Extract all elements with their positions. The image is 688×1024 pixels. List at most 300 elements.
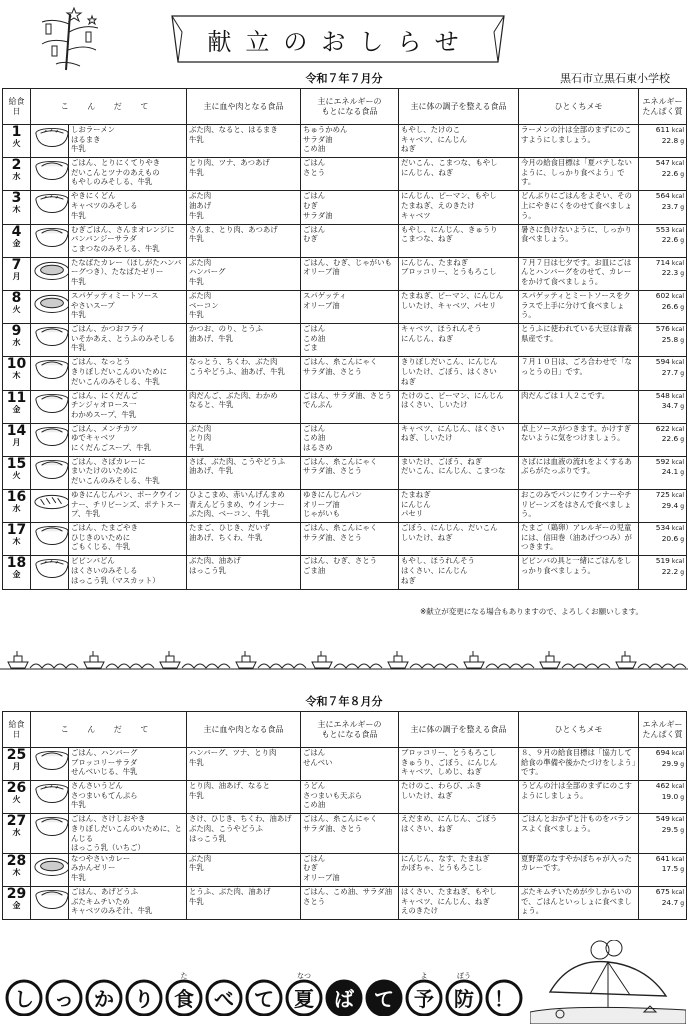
green-food-cell [399,781,519,814]
menu-item: 牛乳 [71,800,86,810]
yellow-food-cell [301,886,399,919]
green-food-cell [399,290,519,323]
menu-item: まいたけのいために [71,466,138,476]
protein-value: 27.7 g [661,367,685,377]
red-food-item: 牛乳 [189,310,204,320]
day-number: 15 [6,456,27,472]
green-food-item: たけのこ、ピーマン、にんじん [401,390,504,400]
energy-unit: kcal [671,888,685,896]
nutrition-cell [639,556,687,589]
menu-item: チンジャオロース一 [71,400,137,410]
yellow-food-cell [301,357,399,390]
menu-cell [69,781,187,814]
weekday: 木 [12,537,21,547]
menu-row [3,290,687,323]
yellow-food-item: サラダ油、さとう [303,823,363,833]
energy-unit: kcal [671,392,685,400]
menu-row [3,523,687,556]
yellow-food-cell [301,814,399,853]
protein-unit: g [680,369,685,377]
red-food-item: さけ、ひじき、ちくわ、油あげ [189,814,292,824]
red-food-cell [187,886,301,919]
menu-item: ぶたキムチいため [71,896,130,906]
energy-value: 694 kcal [655,748,685,757]
protein-unit: g [680,403,685,411]
weekday: 水 [12,172,21,182]
energy-unit: kcal [671,816,685,824]
yellow-food-item: さとう [303,167,326,177]
menu-row [3,490,687,523]
red-food-item: ぶた肉、ベーコン、牛乳 [189,509,270,519]
red-food-cell [187,490,301,523]
green-food-item: もやし、ほうれんそう [401,556,475,566]
nutrition-cell [639,781,687,814]
red-food-item: 牛乳 [189,757,204,767]
nutrition-cell [639,886,687,919]
menu-cell [69,748,187,781]
slogan-char: し [14,987,34,1011]
menu-cell [69,224,187,257]
green-food-item: こまつな、ねぎ [401,234,453,244]
rice-dish-icon [33,391,69,415]
dish-image-cell [31,357,69,390]
menu-item: ごはん、ハンバーグ [71,748,138,757]
day-number: 28 [6,853,27,869]
yellow-food-item: こめ油 [303,800,326,810]
energy-value: 462 kcal [655,781,685,791]
day-cell [3,781,31,814]
menu-item: 牛乳 [71,872,86,882]
wave-icon [258,664,306,668]
day-cell [3,191,31,224]
day-number: 10 [6,356,27,373]
memo-cell: ビビンバの具と一緒にごはんをしっかり食べましょう。 [519,556,639,589]
weekday: 月 [12,762,21,771]
yellow-food-item: ごはん、むぎ、さとう [303,556,378,566]
menu-item: さつまいもてんぷら [71,790,138,800]
red-food-cell [187,556,301,589]
boat-icon [236,651,256,668]
yellow-food-item: むぎ [303,200,318,210]
menu-cell [69,257,187,290]
red-food-item: 牛乳 [189,276,204,286]
protein-value: 26.6 g [661,301,685,311]
energy-value: 547 kcal [655,158,685,168]
weekday: 金 [12,900,21,910]
red-food-item: 牛乳 [189,210,204,220]
yellow-food-header: 主にエネルギーの もとになる食品 [301,89,399,125]
green-food-item: キャベツ、にんじん、はくさい [401,423,505,433]
menu-row [3,357,687,390]
green-food-item: ねぎ [401,376,416,386]
menu-row [3,748,687,781]
menu-item: ひじきのいために [71,532,131,542]
rice-dish-icon [33,887,69,911]
day-cell [3,456,31,489]
yellow-food-cell [301,456,399,489]
yellow-food-item: ごはん、サラダ油、さとう [303,390,393,400]
menu-item: しおラーメン [71,125,115,134]
protein-unit: g [680,170,685,178]
red-food-cell [187,781,301,814]
wave-icon [106,664,154,668]
protein-unit: g [680,469,685,477]
menu-item: ごはん、メンチカツ [71,423,138,433]
energy-unit: kcal [671,193,685,201]
menu-item: ごはん、とりにくてりやき [71,158,161,168]
memo-cell: ごはんとおかずと汁ものをバランスよく食べましょう。 [519,814,639,853]
red-food-item: ぶた肉、なると、はるまき [189,125,278,134]
menu-item: だいこんとツナのあえもの [71,167,160,177]
red-food-item: こうやどうふ、油あげ、牛乳 [189,366,285,376]
red-food-cell [187,853,301,886]
protein-unit: g [680,436,685,444]
protein-unit: g [680,535,685,543]
yellow-food-cell [301,158,399,191]
nutrition-cell [639,125,687,158]
boat-icon [312,651,332,668]
green-food-item: えだまめ、にんじん、ごぼう [401,814,498,824]
weekday: 月 [12,437,21,447]
day-cell [3,324,31,357]
dish-image-cell [31,423,69,456]
energy-unit: kcal [671,259,685,267]
yellow-food-item: オリーブ油 [303,300,340,310]
protein-unit: g [680,569,685,577]
red-food-item: かつお、のり、とうふ [189,324,263,334]
memo-cell: ぶたキムチいためが少しからいので、ごはんといっしょに食べましょう。 [519,886,639,919]
change-note: ※献立が変更になる場合もありますので、よろしくお願いします。 [420,607,644,616]
protein-value: 22.8 g [661,135,685,145]
day-number: 14 [6,423,27,439]
green-food-item: キャベツ、しめじ、ねぎ [401,767,482,777]
yellow-food-cell [301,423,399,456]
nutrition-cell [639,423,687,456]
red-food-cell [187,523,301,556]
memo-cell: うどんの汁は全部のまずにのこすようにしましょう。 [519,781,639,814]
green-food-item: しいたけ、キャベツ、パセリ [401,300,497,310]
menu-cell [69,290,187,323]
yellow-food-item: サラダ油、さとう [303,532,363,542]
green-food-item: もやし、にんじん、きゅうり [401,224,498,234]
red-food-cell [187,191,301,224]
rice-dish-icon [33,158,69,182]
green-food-item: ブロッコリー、とうもろこし [401,748,497,757]
red-food-item: 牛乳 [189,134,204,144]
protein-value: 22.3 g [661,268,685,278]
menu-item: にくだんごスープ、牛乳 [71,442,151,452]
green-food-item: ねぎ [401,575,416,585]
green-food-item: パセリ [401,509,424,519]
yellow-food-item: ごはん、糸こんにゃく [303,523,378,533]
weekday: 火 [12,795,21,805]
menu-item: わかめスープ、牛乳 [71,409,137,419]
nutrition-cell [639,224,687,257]
green-food-item: かぼちゃ、とうもろこし [401,863,483,873]
yellow-food-item: ごま油 [303,566,326,576]
dish-image-cell [31,853,69,886]
boat-icon [464,651,484,668]
menu-item: はっこう乳（マスカット） [71,575,160,585]
protein-unit: g [680,793,685,801]
menu-item: はっこう乳（いちご） [71,843,145,853]
yellow-food-item: サラダ油、さとう [303,366,363,376]
green-food-cell [399,357,519,390]
menu-item: キャベツのみそ汁、牛乳 [71,906,153,916]
energy-value: 622 kcal [655,423,685,433]
august-menu-table [2,711,687,920]
slogan-char: ！ [494,987,514,1011]
menu-item: やさいスープ [71,300,115,310]
green-food-cell [399,886,519,919]
dish-image-cell [31,456,69,489]
protein-value: 34.7 g [661,401,685,411]
july-month-label: 令和７年７月分 [305,72,383,85]
green-food-cell [399,224,519,257]
day-number: 17 [6,522,27,539]
green-food-item: にんじん、ピーマン、もやし [401,191,497,201]
memo-header: ひとくちメモ [519,89,639,125]
yellow-food-item: うどん [303,781,326,791]
menu-item: 牛乳 [71,343,86,353]
yellow-food-item: サラダ油 [303,210,333,220]
energy-unit: kcal [671,558,685,566]
weekday: 月 [12,271,21,281]
red-food-cell [187,158,301,191]
menu-row [3,224,687,257]
menu-item: 牛乳 [71,210,86,220]
dish-image-cell [31,158,69,191]
red-food-cell [187,257,301,290]
plate-dish-icon [33,291,69,315]
day-cell [3,257,31,290]
nutrition-cell [639,191,687,224]
green-food-item: きりぼしだいこん、にんじん [401,357,498,367]
yellow-food-item: サラダ油、さとう [303,466,363,476]
yellow-food-cell [301,224,399,257]
red-food-item: とり肉、ツナ、あつあげ [189,158,270,168]
energy-unit: kcal [671,326,685,334]
green-food-cell [399,456,519,489]
protein-value: 23.7 g [661,201,685,211]
menu-item: なつやさいカレー [71,853,131,863]
yellow-food-item: オリーブ油 [303,872,340,882]
weekday: 金 [12,570,21,580]
rice-dish-icon [33,457,69,481]
dish-image-cell [31,556,69,589]
slogan-ruby: よ [420,972,428,980]
protein-unit: g [680,760,685,768]
menu-cell [69,357,187,390]
day-cell [3,423,31,456]
slogan-char: っ [54,987,74,1011]
yellow-food-item: ごはん、糸こんにゃく [303,814,378,824]
page-title: 献立のおしらせ [207,28,473,56]
red-food-item: たまご、ひじき、だいず [189,523,271,533]
nutrition-header: エネルギー たんぱく質 [639,89,687,125]
menu-item: ゆきにんじんパン、ポークウインナー、チリビーンズ、ポテトスープ、牛乳 [71,490,182,519]
day-number: 11 [6,390,27,406]
bowl-dish-icon [33,781,69,805]
red-food-item: ベーコン [189,300,219,310]
yellow-food-item: せんべい [303,757,333,767]
energy-value: 725 kcal [655,490,685,500]
red-food-item: なっとう、ちくわ、ぶた肉 [189,357,278,367]
menu-item: きりぼしだいこんのいために [71,366,168,376]
protein-value: 25.8 g [661,334,685,344]
nutrition-header: エネルギー たんぱく質 [639,712,687,748]
menu-cell [69,390,187,423]
red-food-header: 主に血や肉となる食品 [187,712,301,748]
menu-row [3,191,687,224]
yellow-food-item: むぎ [303,234,318,244]
yellow-food-item: ごはん、糸こんにゃく [303,357,378,367]
menu-item: バンバンジーサラダ [71,234,137,244]
dish-image-cell [31,814,69,853]
yellow-food-cell [301,257,399,290]
nutrition-cell [639,748,687,781]
red-food-item: 牛乳 [189,234,204,244]
dish-image-cell [31,886,69,919]
red-food-item: ぶた肉、油あげ [189,556,241,566]
protein-unit: g [680,237,685,245]
yellow-food-item: ごはん [303,423,326,433]
weekday: 水 [12,338,21,348]
energy-value: 534 kcal [655,523,685,533]
weekday: 木 [12,371,21,381]
day-header: 給食日 [3,89,31,125]
day-cell [3,748,31,781]
menu-row [3,324,687,357]
menu-item: ビビンバどん [71,556,115,566]
yellow-food-item: ちゅうかめん [303,125,348,134]
green-food-cell [399,390,519,423]
yellow-food-item: スパゲッティ [303,290,347,300]
memo-cell: 肉だんごは１人２こです。 [519,390,639,423]
menu-row [3,814,687,853]
green-food-item: しいたけ、ねぎ [401,790,453,800]
energy-unit: kcal [671,425,685,433]
yellow-food-item: ごはん、糸こんにゃく [303,456,378,466]
red-food-cell [187,456,301,489]
boat-wave-divider [0,640,688,680]
red-food-item: とり肉 [189,433,212,443]
green-food-cell [399,125,519,158]
yellow-food-item: ごま [303,343,318,353]
menu-item: ブロッコリーサラダ [71,757,138,767]
menu-item: キャベツのみそしる [71,200,138,210]
energy-value: 592 kcal [655,456,685,466]
green-food-item: もやし、たけのこ [401,125,461,134]
green-food-item: ねぎ、しいたけ [401,433,453,443]
red-food-header: 主に血や肉となる食品 [187,89,301,125]
green-food-item: しいたけ、ごぼう、はくさい [401,366,497,376]
protein-unit: g [680,502,685,510]
menu-item: はるまき [71,134,101,144]
dish-image-cell [31,324,69,357]
boat-icon [388,651,408,668]
menu-item: 牛乳 [71,276,86,286]
yellow-food-item: ごはん [303,324,326,334]
slogan-banner [2,968,542,1016]
red-food-cell [187,357,301,390]
day-number: 25 [6,747,27,763]
red-food-item: ぶた肉 [189,257,212,267]
day-cell [3,125,31,158]
yellow-food-cell [301,290,399,323]
menu-cell [69,423,187,456]
green-food-item: はくさい、たまねぎ、もやし [401,886,497,896]
wave-icon [30,664,78,668]
protein-value: 29.9 g [661,758,685,768]
day-number: 27 [6,813,27,830]
energy-unit: kcal [671,160,685,168]
slogan-ruby: ぼう [457,972,471,980]
menu-item: はくさいのみそしる [71,566,138,576]
yellow-food-item: でんぷん [303,400,333,410]
menu-row [3,886,687,919]
yellow-food-item: オリーブ油 [303,267,340,277]
red-food-item: 油あげ、牛乳 [189,466,234,476]
energy-unit: kcal [671,226,685,234]
memo-cell: とうふに使われている大豆は青森県産です。 [519,324,639,357]
menu-item: ごはん、かつおフライ [71,324,146,334]
green-food-cell [399,523,519,556]
dish-image-cell [31,125,69,158]
menu-cell [69,523,187,556]
green-food-item: キャベツ [401,210,431,220]
beach-umbrella-icon [530,940,686,1024]
red-food-cell [187,290,301,323]
protein-value: 20.6 g [661,533,685,543]
menu-item: せんべいじる、牛乳 [71,767,138,777]
day-cell [3,224,31,257]
red-food-item: ぶた肉 [189,290,212,300]
red-food-item: 肉だんご、ぶた肉、わかめ [189,390,278,400]
red-food-item: とうふ、ぶた肉、油あげ [189,886,271,896]
green-food-cell [399,324,519,357]
day-cell [3,390,31,423]
menu-cell [69,886,187,919]
dish-image-cell [31,257,69,290]
red-food-item: さば、ぶた肉、こうやどうふ [189,456,286,466]
green-food-cell [399,853,519,886]
dish-image-cell [31,224,69,257]
menu-cell [69,814,187,853]
day-number: 26 [6,780,27,797]
protein-unit: g [680,866,685,874]
bowl-dish-icon [33,556,69,580]
protein-unit: g [680,303,685,311]
protein-value: 22.2 g [661,567,685,577]
red-food-item: 油あげ、牛乳 [189,333,234,343]
red-food-cell [187,390,301,423]
menu-item: ごもくじる、牛乳 [71,542,131,552]
yellow-food-item: こめ油 [303,433,326,443]
energy-value: 576 kcal [655,324,685,334]
energy-value: 641 kcal [655,853,685,863]
energy-value: 675 kcal [655,886,685,896]
green-food-item: たまねぎ、えのきたけ [401,200,475,210]
slogan-char: 食 [174,987,194,1011]
nutrition-cell [639,490,687,523]
energy-unit: kcal [671,359,685,367]
protein-unit: g [680,270,685,278]
memo-cell: ７月１０日は、ごろ合わせで「なっとうの日」です。 [519,357,639,390]
red-food-item: ひよこまめ、赤いんげんまめ [189,490,285,500]
red-food-item: ぶた肉 [189,853,212,863]
green-food-item: にんじん、たまねぎ [401,257,468,267]
